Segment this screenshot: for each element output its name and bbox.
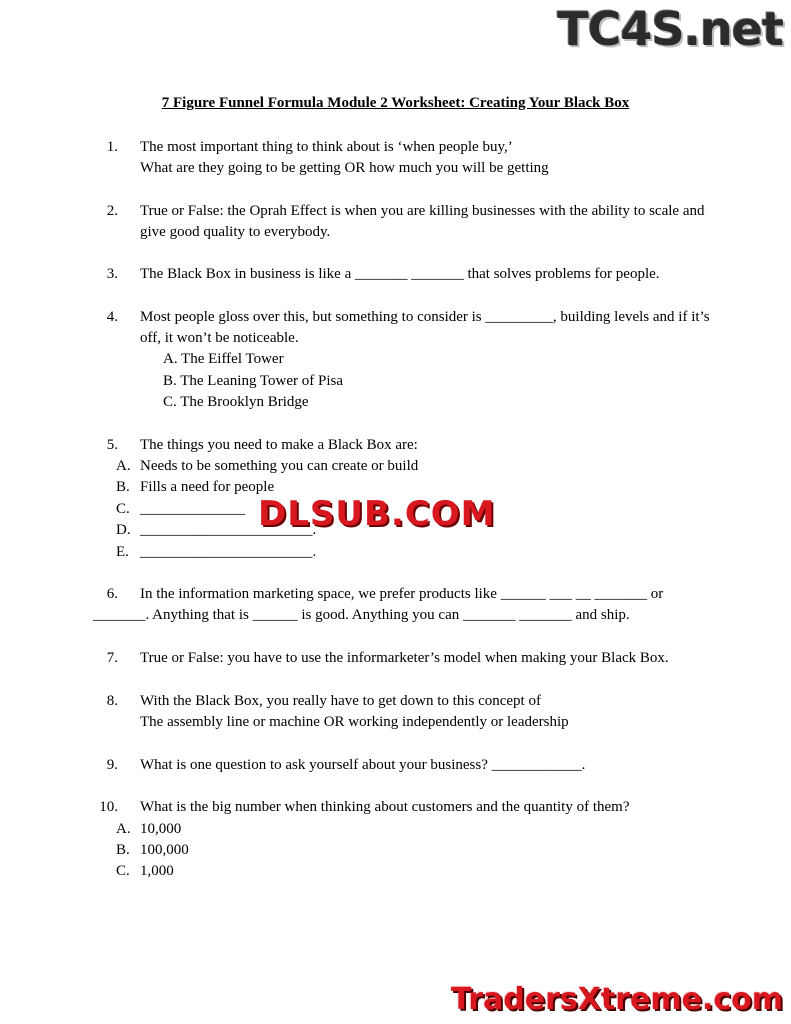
question-1-number: 1. <box>106 139 118 155</box>
question-7-number: 7. <box>106 650 118 666</box>
question-10-number: 10. <box>99 799 118 815</box>
question-6-text: In the information marketing space, we prefer products like ______ ___ __ _______ or <box>140 586 664 602</box>
question-5-item-c-label: C. <box>116 501 130 517</box>
question-3-text: The Black Box in business is like a _______ _______ that solves problems for people. <box>140 266 660 282</box>
question-5-text: The things you need to make a Black Box are: <box>140 437 418 453</box>
question-8-text-cont: The assembly line or machine OR working independently or leadership <box>140 714 569 730</box>
question-4-option-b: B. The Leaning Tower of Pisa <box>163 373 344 389</box>
question-5-item-a-label: A. <box>116 458 131 474</box>
tc4s-watermark: TC4S.net <box>557 2 783 56</box>
question-5-item-e-blank: _______________________. <box>140 544 317 560</box>
worksheet-title: 7 Figure Funnel Formula Module 2 Worksheet: Creating Your Black Box <box>161 95 630 111</box>
question-5-item-e-label: E. <box>116 544 129 560</box>
question-6-text-cont: _______. Anything that is ______ is good. Anything you can _______ _______ and ship. <box>93 607 630 623</box>
question-8-text: With the Black Box, you really have to get down to this concept of <box>140 693 541 709</box>
dlsub-watermark: DLSUB.COM <box>258 494 496 534</box>
question-4-number: 4. <box>106 309 118 325</box>
question-2-text-cont: give good quality to everybody. <box>140 224 331 240</box>
question-2-text: True or False: the Oprah Effect is when you are killing businesses with the ability to scale and <box>140 203 705 219</box>
question-8-number: 8. <box>106 693 118 709</box>
question-5-item-b: Fills a need for people <box>140 479 275 495</box>
question-10-option-b-label: B. <box>116 842 130 858</box>
question-1-text: The most important thing to think about is ‘when people buy,’ <box>140 139 513 155</box>
question-5-number: 5. <box>106 437 118 453</box>
question-2-number: 2. <box>106 203 118 219</box>
question-10-text: What is the big number when thinking about customers and the quantity of them? <box>140 799 630 815</box>
question-4-text-cont: off, it won’t be noticeable. <box>140 330 299 346</box>
question-5-item-d-blank: _______________________. <box>140 522 317 538</box>
question-5-item-c-blank: ______________ <box>140 501 245 517</box>
question-10-option-c-label: C. <box>116 863 130 879</box>
question-3-number: 3. <box>106 266 118 282</box>
question-5-item-a: Needs to be something you can create or build <box>140 458 419 474</box>
question-10-option-c: 1,000 <box>140 863 174 879</box>
question-10-option-a-label: A. <box>116 821 131 837</box>
question-4-option-a: A. The Eiffel Tower <box>163 351 284 367</box>
question-6-number: 6. <box>106 586 118 602</box>
question-7-text: True or False: you have to use the informarketer’s model when making your Black Box. <box>140 650 669 666</box>
question-5-item-b-label: B. <box>116 479 130 495</box>
question-1-text-cont: What are they going to be getting OR how much you will be getting <box>140 160 549 176</box>
question-4-text: Most people gloss over this, but something to consider is _________, building levels and if it’s <box>140 309 710 325</box>
tradersxtreme-watermark: TradersXtreme.com <box>451 982 783 1017</box>
question-5-item-d-label: D. <box>116 522 131 538</box>
question-10-option-a: 10,000 <box>140 821 182 837</box>
question-10-option-b: 100,000 <box>140 842 189 858</box>
question-9-text: What is one question to ask yourself about your business? ____________. <box>140 757 586 773</box>
question-4-option-c: C. The Brooklyn Bridge <box>163 394 309 410</box>
question-9-number: 9. <box>106 757 118 773</box>
